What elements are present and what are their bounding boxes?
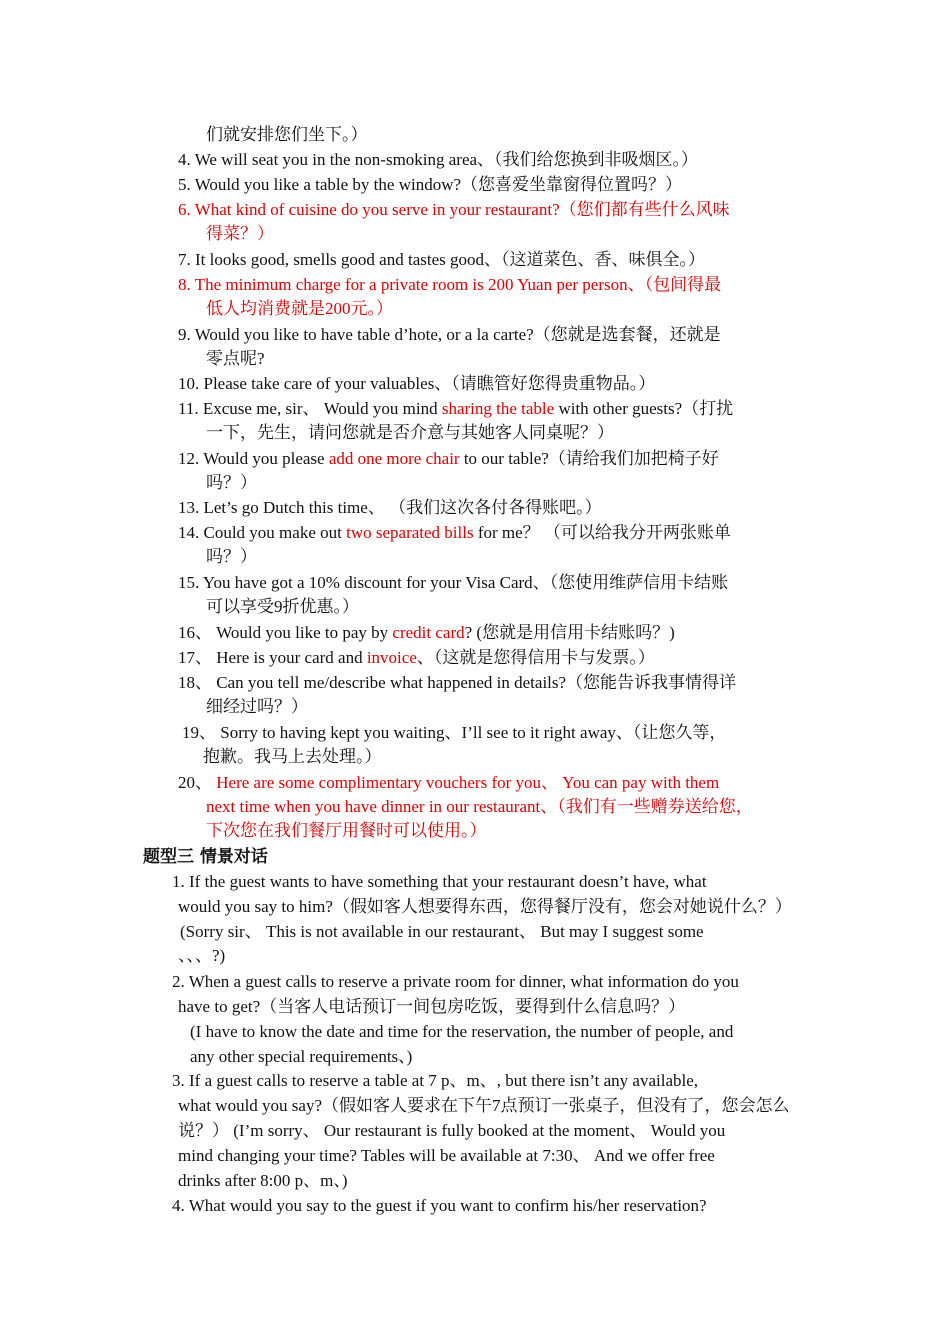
line-text: 细经过吗？） [206, 697, 308, 716]
line-text: would you say to him?（假如客人想要得东西，您得餐厅没有，您会对她说什么？） [178, 897, 792, 916]
text-line [178, 621, 675, 645]
text-line [178, 944, 225, 968]
line-text: 2. When a guest calls to reserve a private room for dinner, what information do you [172, 972, 739, 991]
text-line [178, 995, 685, 1019]
highlighted-text: 低人均消费就是200元。） [206, 299, 393, 318]
text-line [206, 545, 257, 569]
line-text: 一下，先生，请问您就是否介意与其她客人同桌呢？） [206, 423, 614, 442]
line-text: drinks after 8:00 p、m、) [178, 1171, 348, 1190]
line-text: mind changing your time? Tables will be available at 7:30、 And we offer free [178, 1146, 715, 1165]
line-text: any other special requirements、) [190, 1047, 413, 1066]
line-text: for me？ （可以给我分开两张账单 [473, 523, 731, 542]
text-line [178, 1119, 725, 1143]
line-text: 吗？） [206, 473, 257, 492]
text-line [178, 273, 721, 297]
line-text: 4. What would you say to the guest if you want to confirm his/her reservation? [172, 1196, 707, 1215]
highlighted-text: 8. The minimum charge for a private room is 200 Yuan per person、（包间得最 [178, 275, 722, 294]
line-text: 们就安排您们坐下。） [206, 125, 368, 144]
text-line [178, 646, 655, 670]
text-line [206, 123, 368, 147]
text-line [182, 721, 726, 745]
text-line [206, 819, 487, 843]
line-text: 9. Would you like to have table d’hote, or a la carte?（您就是选套餐，还就是 [178, 325, 721, 344]
line-text: 20、 [178, 773, 217, 792]
text-line [178, 671, 736, 695]
line-text: (I have to know the date and time for the reservation, the number of people, and [190, 1022, 734, 1041]
text-line [143, 845, 268, 869]
highlighted-text: 下次您在我们餐厅用餐时可以使用。） [206, 821, 487, 840]
text-line [172, 970, 739, 994]
line-text: 可以享受9折优惠。） [206, 597, 359, 616]
text-line [172, 870, 707, 894]
text-line [206, 595, 359, 619]
line-text: 15. You have got a 10% discount for your Visa Card、（您使用维萨信用卡结账 [178, 573, 729, 592]
text-line [178, 1144, 715, 1168]
line-text: 4. We will seat you in the non-smoking area、（我们给您换到非吸烟区。） [178, 150, 699, 169]
line-text: what would you say?（假如客人要求在下午7点预订一张桌子，但没有了，您会怎么 [178, 1096, 790, 1115]
highlighted-text: invoice [366, 648, 417, 667]
text-line [178, 173, 682, 197]
text-line [203, 745, 382, 769]
highlighted-text: Here are some complimentary vouchers for you、 You can pay with them [216, 773, 720, 792]
highlighted-text: credit card [392, 623, 465, 642]
highlighted-text: two separated bills [346, 523, 474, 542]
text-line [178, 248, 705, 272]
text-line [178, 895, 792, 919]
text-line [180, 920, 704, 944]
line-text: 说？） (I’m sorry、 Our restaurant is fully booked at the moment、 Would you [178, 1121, 726, 1140]
line-text: with other guests?（打扰 [554, 399, 734, 418]
text-line [172, 1069, 698, 1093]
text-line [178, 148, 698, 172]
line-text: 18、 Can you tell me/describe what happened in details?（您能告诉我事情得详 [178, 673, 737, 692]
line-text: 5. Would you like a table by the window?（您喜爱坐靠窗得位置吗？） [178, 175, 683, 194]
text-line [178, 496, 602, 520]
line-text: 零点呢? [206, 349, 265, 368]
text-line [178, 1094, 790, 1118]
text-line [178, 397, 733, 421]
text-line [206, 222, 274, 246]
line-text: have to get?（当客人电话预订一间包房吃饭，要得到什么信息吗？） [178, 997, 686, 1016]
text-line [206, 471, 257, 495]
highlighted-text: sharing the table [441, 399, 555, 418]
line-text: 10. Please take care of your valuables、（请瞧管好您得贵重物品。） [178, 374, 656, 393]
line-text: to our table?（请给我们加把椅子好 [459, 449, 719, 468]
section-heading: 题型三 情景对话 [143, 847, 268, 867]
text-line [206, 297, 393, 321]
text-line [190, 1045, 412, 1069]
text-line [172, 1194, 707, 1218]
text-line [178, 771, 719, 795]
line-text: 抱歉。我马上去处理。） [203, 747, 382, 766]
line-text: 3. If a guest calls to reserve a table at 7 p、m、, but there isn’t any available, [172, 1071, 699, 1090]
highlighted-text: 6. What kind of cuisine do you serve in your restaurant?（您们都有些什么风味 [178, 200, 730, 219]
text-line [178, 521, 731, 545]
line-text: 12. Would you please [178, 449, 329, 468]
highlighted-text: next time when you have dinner in our restaurant、（我们有一些赠券送给您， [206, 797, 753, 816]
line-text: 14. Could you make out [178, 523, 347, 542]
line-text: ? (您就是用信用卡结账吗？) [464, 623, 675, 642]
line-text: 7. It looks good, smells good and tastes good、（这道菜色、香、味俱全。） [178, 250, 705, 269]
line-text: 、、、?) [178, 946, 226, 965]
text-line [178, 571, 728, 595]
text-line [178, 447, 719, 471]
text-line [178, 1169, 348, 1193]
line-text: 11. Excuse me, sir、 Would you mind [178, 399, 442, 418]
text-line [178, 198, 730, 222]
text-line [206, 421, 614, 445]
text-line [206, 795, 753, 819]
line-text: 吗？） [206, 547, 257, 566]
line-text: 13. Let’s go Dutch this time、 （我们这次各付各得账吧。） [178, 498, 602, 517]
line-text: 16、 Would you like to pay by [178, 623, 393, 642]
text-line [178, 372, 655, 396]
text-line [178, 323, 721, 347]
line-text: 19、 Sorry to having kept you waiting、I’ll see to it right away、（让您久等， [182, 723, 727, 742]
line-text: 1. If the guest wants to have something that your restaurant doesn’t have, what [172, 872, 707, 891]
highlighted-text: 得菜？） [206, 224, 274, 243]
text-line [206, 695, 308, 719]
line-text: (Sorry sir、 This is not available in our restaurant、 But may I suggest some [180, 922, 704, 941]
highlighted-text: add one more chair [328, 449, 460, 468]
line-text: 17、 Here is your card and [178, 648, 367, 667]
line-text: 、（这就是您得信用卡与发票。） [416, 648, 655, 667]
text-line [206, 347, 265, 371]
text-line [190, 1020, 733, 1044]
